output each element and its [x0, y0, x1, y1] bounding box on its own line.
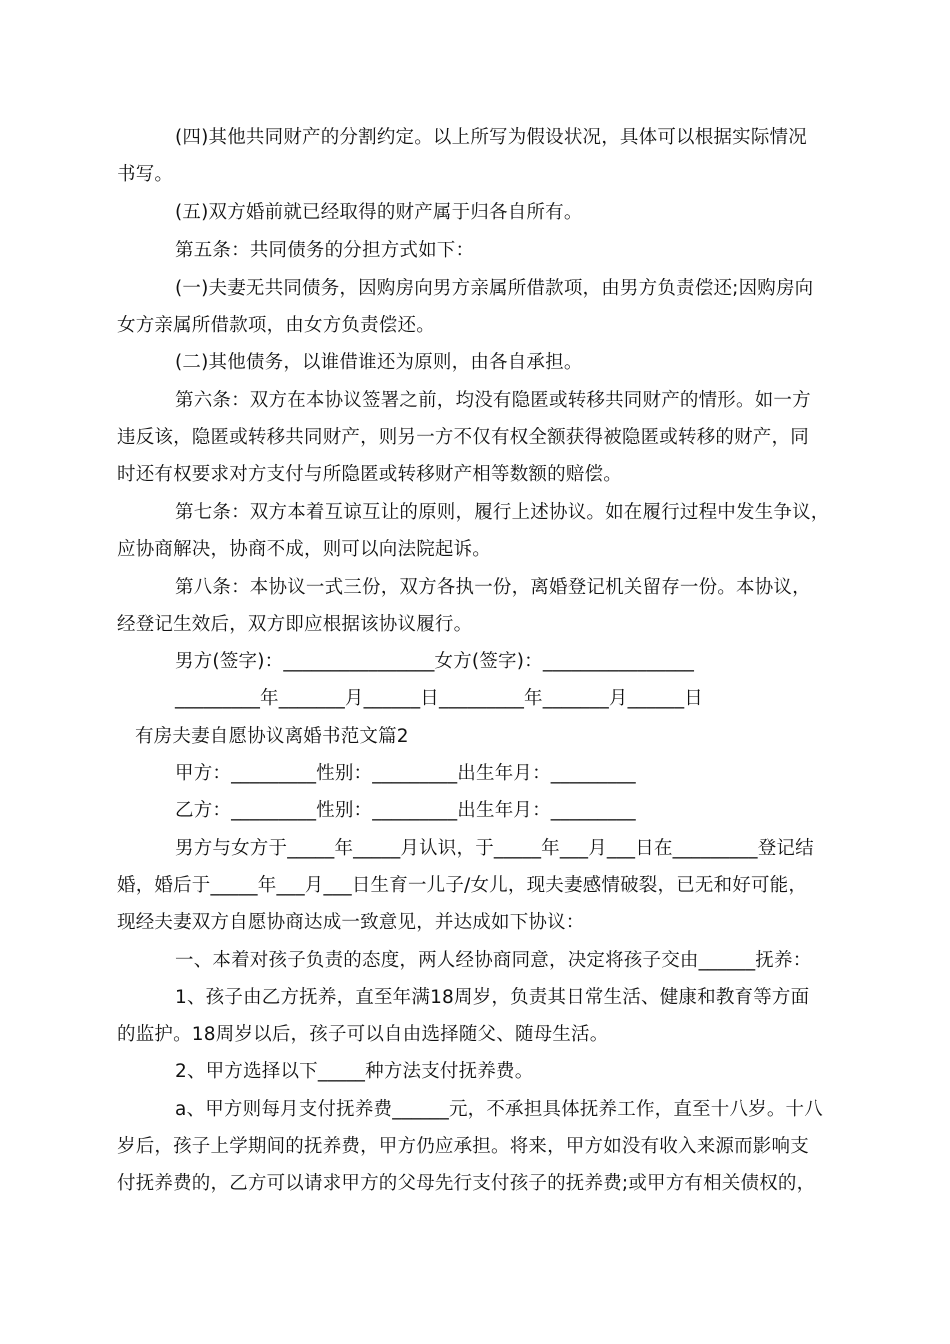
paragraph-line: 一、本着对孩子负责的态度，两人经协商同意，决定将孩子交由______抚养：: [175, 950, 812, 971]
paragraph-line: (五)双方婚前就已经取得的财产属于归各自所有。: [175, 202, 583, 223]
paragraph-line: 经登记生效后，双方即应根据该协议履行。: [117, 614, 473, 635]
paragraph-line: 第八条：本协议一式三份，双方各执一份，离婚登记机关留存一份。本协议，: [175, 577, 811, 598]
paragraph-line: 第六条：双方在本协议签署之前，均没有隐匿或转移共同财产的情形。如一方: [175, 390, 811, 411]
paragraph-line: (四)其他共同财产的分割约定。以上所写为假设状况，具体可以根据实际情况: [175, 127, 807, 148]
article-heading: 第五条：共同债务的分担方式如下：: [175, 240, 475, 261]
paragraph-line: 应协商解决，协商不成，则可以向法院起诉。: [117, 539, 492, 560]
signature-line: 男方(签字)：________________女方(签字)：________________: [175, 651, 695, 672]
paragraph-line: 婚，婚后于_____年___月___日生育一儿子/女儿，现夫妻感情破裂，已无和好可能，: [117, 875, 808, 896]
paragraph-line: 付抚养费的，乙方可以请求甲方的父母先行支付孩子的抚养费;或甲方有相关债权的，: [117, 1173, 816, 1194]
paragraph-line: 岁后，孩子上学期间的抚养费，甲方仍应承担。将来，甲方如没有收入来源而影响支: [117, 1136, 809, 1157]
paragraph-line: 的监护。18周岁以后，孩子可以自由选择随父、随母生活。: [117, 1024, 609, 1045]
paragraph-line: (二)其他债务，以谁借谁还为原则，由各自承担。: [175, 352, 583, 373]
paragraph-line: 第七条：双方本着互谅互让的原则，履行上述协议。如在履行过程中发生争议，: [175, 502, 830, 523]
paragraph-line: 现经夫妻双方自愿协商达成一致意见，并达成如下协议：: [117, 912, 585, 933]
paragraph-line: 违反该，隐匿或转移共同财产，则另一方不仅有权全额获得被隐匿或转移的财产，同: [117, 427, 809, 448]
date-line: _________年_______月______日_________年_______月______日: [175, 688, 704, 709]
paragraph-line: 书写。: [117, 164, 174, 185]
section-title: 有房夫妻自愿协议离婚书范文篇2: [135, 726, 409, 747]
paragraph-line: a、甲方则每月支付抚养费______元，不承担具体抚养工作，直至十八岁。十八: [175, 1099, 823, 1120]
paragraph-line: 女方亲属所借款项，由女方负责偿还。: [117, 315, 435, 336]
paragraph-line: 2、甲方选择以下_____种方法支付抚养费。: [175, 1061, 534, 1082]
party-b-line: 乙方：_________性别：_________出生年月：_________: [175, 800, 636, 821]
paragraph-line: 1、孩子由乙方抚养，直至年满18周岁，负责其日常生活、健康和教育等方面: [175, 987, 810, 1008]
party-a-line: 甲方：_________性别：_________出生年月：_________: [175, 763, 636, 784]
paragraph-line: 男方与女方于_____年_____月认识，于_____年___月___日在_________登记结: [175, 838, 814, 859]
paragraph-line: (一)夫妻无共同债务，因购房向男方亲属所借款项，由男方负责偿还;因购房向: [175, 278, 814, 299]
paragraph-line: 时还有权要求对方支付与所隐匿或转移财产相等数额的赔偿。: [117, 464, 622, 485]
